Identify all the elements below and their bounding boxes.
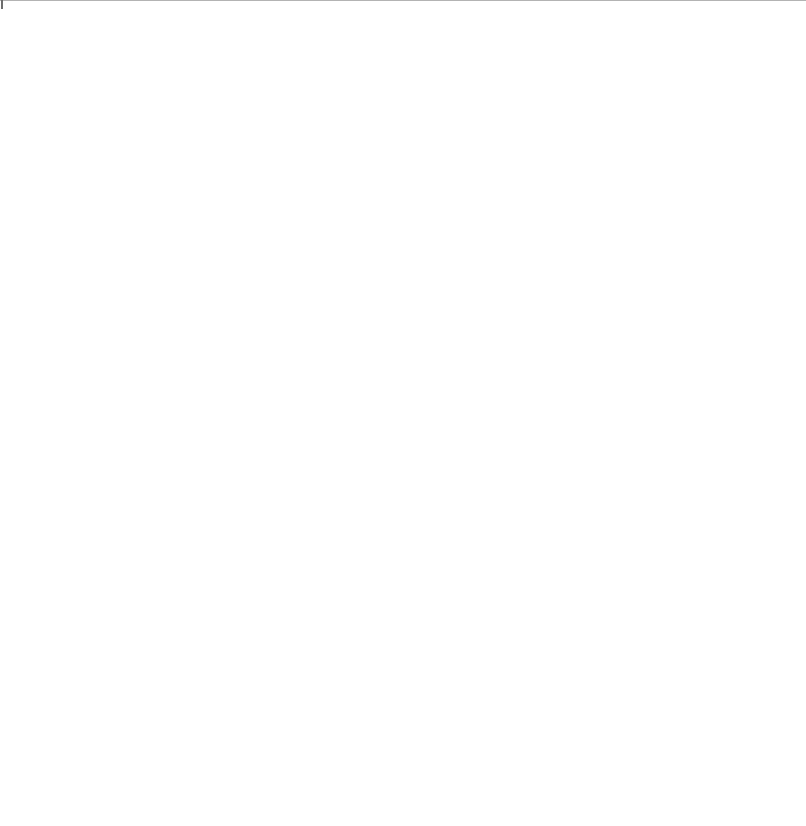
page-edge-line	[0, 0, 806, 1]
page-edge-tick	[1, 0, 3, 9]
